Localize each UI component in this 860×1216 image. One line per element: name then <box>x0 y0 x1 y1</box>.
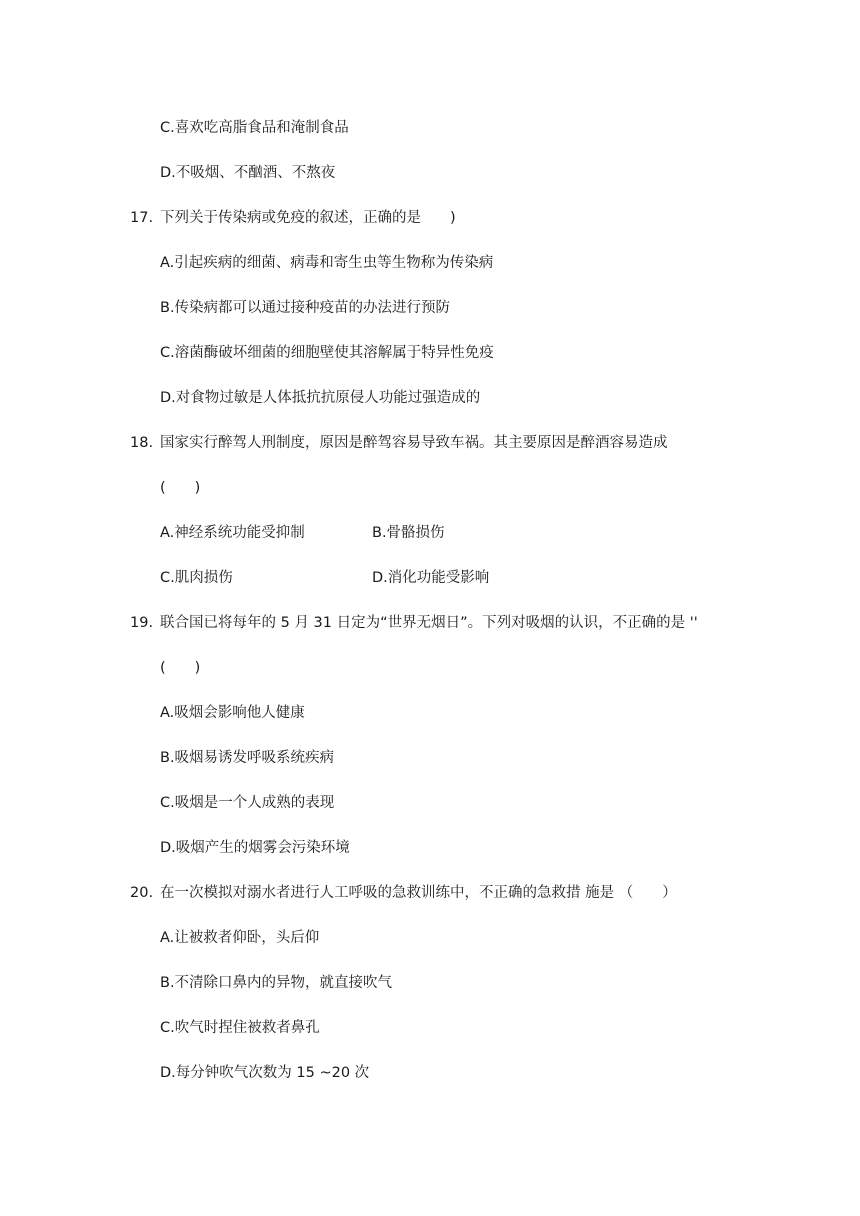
q19-option-b: B.吸烟易诱发呼吸系统疾病 <box>160 750 335 766</box>
q17-option-a: A.引起疾病的细菌、病毒和寄生虫等生物称为传染病 <box>160 255 494 271</box>
question-number: 17. <box>130 210 154 226</box>
question-18 <box>130 433 668 453</box>
q18-option-c: C.肌肉损伤 <box>160 570 233 586</box>
question-17 <box>130 208 456 228</box>
q18-answer-paren: ( ) <box>160 480 201 496</box>
q17-option-b: B.传染病都可以通过接种疫苗的办法进行预防 <box>160 300 451 316</box>
question-text: 在一次模拟对溺水者进行人工呼吸的急救训练中，不正确的急救措 施是 （ ） <box>160 885 677 901</box>
question-number: 18. <box>130 435 154 451</box>
q19-option-a: A.吸烟会影响他人健康 <box>160 705 305 721</box>
question-text: 联合国已将每年的 5 月 31 日定为“世界无烟日”。下列对吸烟的认识，不正确的是 '' <box>160 615 698 631</box>
option-c-prev: C.喜欢吃高脂食品和淹制食品 <box>160 120 349 136</box>
question-number: 19. <box>130 615 154 631</box>
question-text: 国家实行醉驾人刑制度，原因是醉驾容易导致车祸。其主要原因是醉酒容易造成 <box>160 435 668 451</box>
q18-option-a: A.神经系统功能受抑制 <box>160 525 305 541</box>
q20-option-c: C.吹气时捏住被救者鼻孔 <box>160 1020 320 1036</box>
option-d-prev: D.不吸烟、不酗酒、不熬夜 <box>160 165 336 181</box>
q17-option-c: C.溶菌酶破坏细菌的细胞壁使其溶解属于特异性免疫 <box>160 345 494 361</box>
q20-option-a: A.让被救者仰卧，头后仰 <box>160 930 320 946</box>
question-number: 20. <box>130 885 154 901</box>
q17-option-d: D.对食物过敏是人体抵抗抗原侵人功能过强造成的 <box>160 390 481 406</box>
q19-option-c: C.吸烟是一个人成熟的表现 <box>160 795 335 811</box>
question-text: 下列关于传染病或免疫的叙述，正确的是 ) <box>160 210 456 226</box>
q18-option-d: D.消化功能受影响 <box>372 570 490 586</box>
q20-option-d: D.每分钟吹气次数为 15 ~20 次 <box>160 1065 370 1081</box>
q18-option-b: B.骨骼损伤 <box>372 525 445 541</box>
question-19 <box>130 613 698 633</box>
q19-option-d: D.吸烟产生的烟雾会污染环境 <box>160 840 350 856</box>
q19-answer-paren: ( ) <box>160 660 201 676</box>
question-20 <box>130 883 677 903</box>
q20-option-b: B.不清除口鼻内的异物，就直接吹气 <box>160 975 393 991</box>
